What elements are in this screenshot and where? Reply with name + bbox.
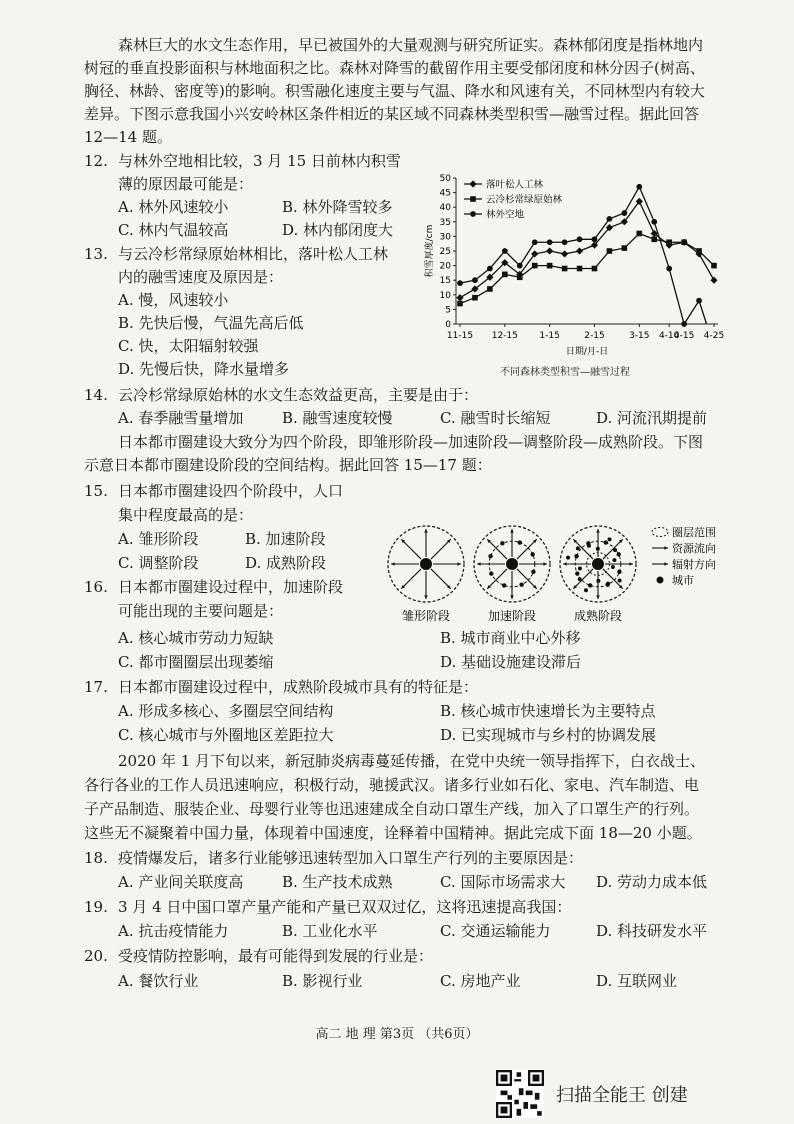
q17-stem [84,676,478,699]
q16-option-d[interactable]: D. 基础设施建设滞后 [440,653,582,671]
q12-option-b[interactable]: B. 林外降雪较多 [282,198,393,216]
q19-option-a[interactable]: A. 抗击疫情能力 [118,922,229,940]
stage-label: 成熟阶段 [573,609,623,623]
satellite-city [518,540,522,544]
q19-option-b[interactable]: B. 工业化水平 [282,922,378,940]
y-tick-label: 40 [439,203,451,214]
q14-stem [84,384,478,407]
q14-option-b[interactable]: B. 融雪速度较慢 [282,409,393,427]
series-2-point [666,239,672,245]
radiation-arrow [401,569,421,589]
satellite-city [530,552,534,556]
q13-option-a[interactable]: A. 慢，风速较小 [118,291,229,309]
core-city [592,558,604,570]
q17-option-d[interactable]: D. 已实现城市与乡村的协调发展 [440,726,657,744]
series-2-point [592,266,598,272]
series-2-point [636,231,642,237]
radiation-arrow-head [477,562,481,565]
q20-option-c[interactable]: C. 房地产业 [440,972,521,990]
q13-option-d[interactable]: D. 先慢后快，降水量增多 [118,360,290,378]
satellite-city [616,552,620,556]
satellite-city [531,570,535,574]
outer-city [578,566,582,570]
series-3-point [502,248,508,254]
y-tick-label: 45 [439,188,451,199]
series-3-tail [699,301,706,324]
q18-option-a[interactable]: A. 产业间关联度高 [118,873,244,891]
q16-option-c[interactable]: C. 都市圈圈层出现萎缩 [118,653,274,671]
q12-line2: 薄的原因最可能是： [118,175,254,193]
series-3-point [547,239,553,245]
legend-point [469,180,476,187]
satellite-city [604,540,608,544]
core-city [506,558,518,570]
series-3-point [592,236,598,242]
radiation-arrow-head [563,562,567,565]
q15-option-c[interactable]: C. 调整阶段 [118,554,199,572]
series-2-point [577,266,583,272]
y-tick-label: 50 [439,174,451,184]
x-tick-label: 4-15 [673,331,695,341]
q19-option-c[interactable]: C. 交通运输能力 [440,922,551,940]
outer-city [596,547,600,551]
x-tick-label: 2-15 [584,331,605,341]
chart-caption: 不同森林类型积雪—融雪过程 [500,367,630,378]
scanner-watermark [496,1070,688,1118]
outer-city [613,548,617,552]
intro1-line2: 树冠的垂直投影面积与林地面积之比。森林对降雪的截留作用主要受郁闭度和林分因子(树高、 [84,59,705,77]
series-3-point [577,236,583,242]
series-1-point [710,277,717,284]
series-2-point [487,286,493,292]
outer-city [576,546,580,550]
q17-text: 日本都市圈建设过程中，成熟阶段城市具有的特征是： [118,678,479,696]
q16-option-b[interactable]: B. 城市商业中心外移 [440,629,581,647]
radiation-arrow-head [510,529,513,533]
stage-3 [560,526,636,623]
legend-label: 云冷杉常绿原始林 [486,194,563,206]
q16-line2: 可能出现的主要问题是： [118,602,284,620]
core-city [420,558,432,570]
series-3-point [487,266,493,272]
series-2-point [651,237,657,243]
outer-city [587,544,591,548]
series-3-point [607,216,613,222]
q20-stem [84,945,433,968]
legend-flow-label: 资源流向 [672,542,716,555]
series-3-point [562,239,568,245]
q18-option-c[interactable]: C. 国际市场需求大 [440,873,566,891]
series-3-point [666,266,672,272]
q16-line1: 日本都市圈建设过程中，加速阶段 [118,578,344,596]
q20-option-a[interactable]: A. 餐饮行业 [118,972,199,990]
q12-number: 12. [84,152,108,170]
outer-city [608,537,612,541]
series-1-point [546,247,553,254]
y-tick-label: 5 [445,305,451,316]
series-2-point [517,274,523,280]
y-axis-label: 积雪厚度/cm [425,224,435,278]
series-3-point [472,277,478,283]
x-tick-label: 12-15 [491,331,518,341]
legend-radiation-label: 辐射方向 [672,558,716,571]
series-1-point [576,247,583,254]
legend-city-dot [657,577,664,584]
x-tick-label: 3-15 [629,331,650,341]
radiation-arrow [431,539,451,559]
intro2-line2: 示意日本都市圈建设阶段的空间结构。据此回答 15—17 题： [84,456,492,474]
intro3-line4: 这些无不凝聚着中国力量，体现着中国速度，诠释着中国精神。据此完成下面 18—20 小题。 [84,824,702,842]
q20-text: 受疫情防控影响，最有可能得到发展的行业是： [118,947,434,965]
q18-number: 18. [84,849,108,867]
stage-label: 雏形阶段 [401,609,451,623]
intro1-line1: 森林巨大的水文生态作用，早已被国外的大量观测与研究所证实。森林郁闭度是指林地内 [118,36,704,54]
series-3-point [621,210,627,216]
radiation-arrow-head [596,595,599,599]
y-tick-label: 15 [439,276,451,287]
series-3-point [681,321,687,327]
series-2-point [457,301,463,307]
q18-text: 疫情爆发后，诸多行业能够迅速转型加入口罩生产行列的主要原因是： [118,849,584,867]
q12-stem [84,150,401,173]
snow-depth-chart [420,170,730,362]
y-tick-label: 25 [439,247,451,257]
legend-radiation-arrow-head [664,562,668,565]
series-3-point [636,184,642,190]
q19-option-d[interactable]: D. 科技研发水平 [596,922,708,940]
q13-line1: 与云冷杉常绿原始林相比，落叶松人工林 [118,245,389,263]
series-2-point [696,248,702,254]
q16-option-a[interactable]: A. 核心城市劳动力短缺 [118,629,274,647]
legend-city-label: 城市 [672,574,694,587]
intro2-line1: 日本都市圈建设大致分为四个阶段，即雏形阶段—加速阶段—调整阶段—成熟阶段。下图 [118,433,704,451]
series-2-point [532,263,538,269]
x-tick-label: 4-10 [658,331,680,341]
legend-point [470,196,476,202]
series-3-point [517,263,523,269]
q13-option-c[interactable]: C. 快，太阳辐射较强 [118,337,259,355]
series-2-point [711,263,717,269]
outer-city [578,577,582,581]
satellite-city [575,571,579,575]
radiation-arrow-head [543,562,547,565]
series-1-point [456,294,463,301]
intro3-line1: 2020 年 1 月下旬以来，新冠肺炎病毒蔓延传播，在党中央统一领导指挥下，白衣战士、 [118,752,706,770]
legend-ring-label: 圈层范围 [672,526,716,539]
outer-city [611,565,615,569]
series-2-point [681,239,687,245]
x-axis-label: 日期/月-日 [565,347,609,357]
q15-option-d[interactable]: D. 成熟阶段 [245,554,327,572]
q20-number: 20. [84,947,108,965]
radiation-arrow-head [596,529,599,533]
page-footer: 高二 地 理 第3页 （共6页） [315,1027,479,1042]
q17-option-a[interactable]: A. 形成多核心、多圈层空间结构 [118,702,334,720]
y-tick-label: 10 [439,290,451,301]
legend-flow-arrow-head [664,546,668,549]
intro3-line2: 各行各业的工作人员迅速响应，积极行动，驰援武汉。诸多行业如石化、家电、汽车制造、电 [84,776,700,794]
q12-option-c[interactable]: C. 林内气温较高 [118,221,229,239]
series-2-point [607,248,613,254]
diagram-legend [652,525,716,587]
q19-number: 19. [84,898,108,916]
q18-option-b[interactable]: B. 生产技术成熟 [282,873,393,891]
q19-text: 3 月 4 日中国口罩产量产能和产量已双双过亿，这将迅速提高我国： [118,898,572,916]
q15-stem [84,480,343,503]
series-2 [457,231,717,307]
radiation-arrow-head [424,595,427,599]
satellite-city [502,583,506,587]
y-tick-label: 20 [439,261,451,272]
q14-option-c[interactable]: C. 融雪时长缩短 [440,409,551,427]
q17-option-c[interactable]: C. 核心城市与外圈地区差距拉大 [118,726,334,744]
q13-line2: 内的融雪速度及原因是： [118,268,284,286]
legend-label: 落叶松人工林 [486,179,544,191]
x-tick-label: 1-15 [539,331,560,341]
q15-option-a[interactable]: A. 雏形阶段 [118,530,199,548]
q14-option-d[interactable]: D. 河流汛期提前 [596,409,708,427]
radiation-arrow-head [629,562,633,565]
q20-option-d[interactable]: D. 互联网业 [596,972,678,990]
series-3-point [532,239,538,245]
satellite-city [617,570,621,574]
radiation-arrow-head [424,529,427,533]
radiation-arrow [431,569,451,589]
q20-option-b[interactable]: B. 影视行业 [282,972,363,990]
q19-stem [84,896,571,919]
series-2-point [502,272,508,278]
q15-option-b[interactable]: B. 加速阶段 [245,530,326,548]
series-3-line [460,187,699,324]
series-3-point [457,280,463,286]
outer-city [584,588,588,592]
scanner-text: 扫描全能王 创建 [556,1085,688,1106]
intro1-line5: 12—14 题。 [84,128,172,146]
q14-number: 14. [84,386,108,404]
q12-option-d[interactable]: D. 林内郁闭度大 [282,221,394,239]
q16-stem [84,576,343,599]
q16-number: 16. [84,578,108,596]
q15-line1: 日本都市圈建设四个阶段中，人口 [118,482,344,500]
satellite-city [500,541,504,545]
legend-point [470,211,476,217]
intro1-line4: 差异。下图示意我国小兴安岭林区条件相近的某区域不同森林类型积雪—融雪过程。据此回答 [84,105,700,123]
y-tick-label: 35 [439,217,451,228]
stage-2 [474,526,550,623]
satellite-city [488,554,492,558]
outer-city [618,578,622,582]
qr-code-icon [496,1070,544,1118]
y-tick-label: 0 [445,320,451,330]
legend-ring-icon [652,528,668,537]
q15-line2: 集中程度最高的是： [118,506,254,524]
q13-stem [84,243,388,266]
q17-option-b[interactable]: B. 核心城市快速增长为主要特点 [440,702,656,720]
outer-city [606,582,610,586]
q13-number: 13. [84,245,108,263]
q18-stem [84,847,583,870]
radiation-arrow [401,539,421,559]
legend-label: 林外空地 [486,209,525,221]
chart-legend [464,179,563,221]
intro3-line3: 子产品制造、服装企业、母婴行业等也迅速建成全自动口罩生产线，加入了口罩生产的行列。 [84,800,700,818]
series-2-point [622,245,628,251]
y-tick-label: 30 [439,232,451,243]
stage-1 [388,526,464,623]
stage-label: 加速阶段 [487,609,537,623]
x-tick-label: 4-25 [703,331,725,341]
outer-city [596,579,600,583]
series-3-point [651,219,657,225]
q15-number: 15. [84,482,108,500]
radiation-arrow-head [510,595,513,599]
q14-option-a[interactable]: A. 春季融雪量增加 [118,409,244,427]
q17-number: 17. [84,678,108,696]
outer-city [566,556,570,560]
outer-city [612,558,616,562]
q12-option-a[interactable]: A. 林外风速较小 [118,198,229,216]
intro1-line3: 胸径、林龄、密度等)的影响。积雪融化速度主要与气温、降水和风速有关，不同林型内有较大 [84,82,705,100]
satellite-city [574,554,578,558]
radiation-arrow-head [457,562,461,565]
q18-option-d[interactable]: D. 劳动力成本低 [596,873,708,891]
metro-stage-diagram [384,518,729,630]
radiation-arrow-head [391,562,395,565]
q13-option-b[interactable]: B. 先快后慢，气温先高后低 [118,314,304,332]
q14-text: 云冷杉常绿原始林的水文生态效益更高，主要是由于： [118,386,479,404]
q12-line1: 与林外空地相比较，3 月 15 日前林内积雪 [118,152,401,170]
series-2-point [472,295,478,301]
x-tick-label: 11-15 [446,331,474,341]
series-2-point [562,266,568,272]
series-2-point [547,263,553,269]
satellite-city [588,583,592,587]
series-1-point [561,250,568,257]
satellite-city [489,571,493,575]
satellite-city [519,582,523,586]
